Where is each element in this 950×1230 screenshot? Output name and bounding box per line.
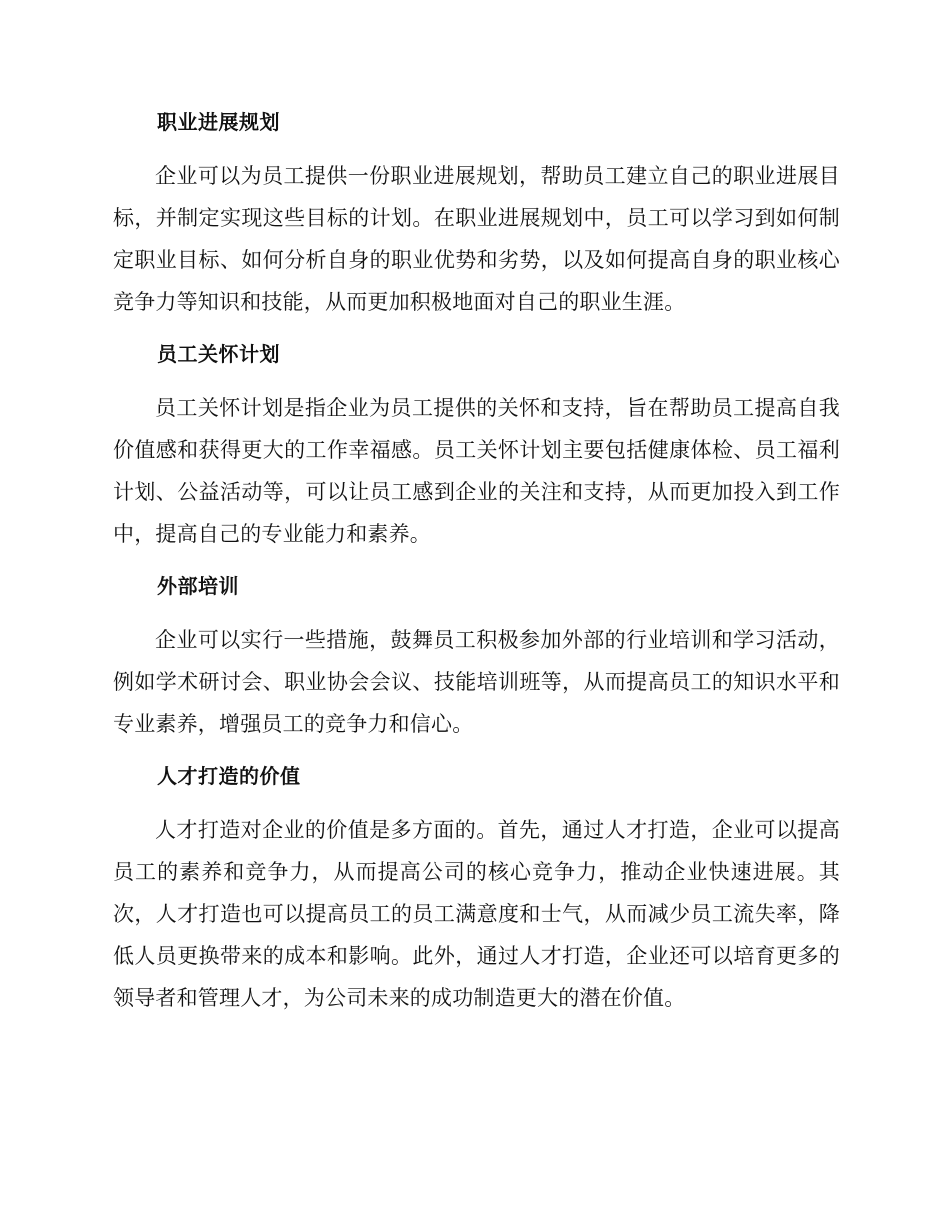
section-paragraph: 企业可以实行一些措施，鼓舞员工积极参加外部的行业培训和学习活动，例如学术研讨会、职业协会会议、技能培训班等，从而提高员工的知识水平和专业素养，增强员工的竞争力和信心。 <box>113 628 840 736</box>
section-paragraph: 员工关怀计划是指企业为员工提供的关怀和支持，旨在帮助员工提高自我价值感和获得更大的工作幸福感。员工关怀计划主要包括健康体检、员工福利计划、公益活动等，可以让员工感到企业的关注和支持，从而更加投入到工作中，提高自己的专业能力和素养。 <box>113 396 840 546</box>
section-heading: 外部培训 <box>157 574 239 598</box>
section-heading: 人才打造的价值 <box>157 764 301 788</box>
section-heading: 员工关怀计划 <box>157 342 280 366</box>
section-employee-care <box>113 340 840 555</box>
section-paragraph: 人才打造对企业的价值是多方面的。首先，通过人才打造，企业可以提高员工的素养和竞争力，从而提高公司的核心竞争力，推动企业快速进展。其次，人才打造也可以提高员工的员工满意度和士气，从而减少员工流失率，降低人员更换带来的成本和影响。此外，通过人才打造，企业还可以培育更多的领导者和管理人才，为公司未来的成功制造更大的潜在价值。 <box>113 818 840 1010</box>
section-talent-value <box>113 762 840 1019</box>
section-paragraph: 企业可以为员工提供一份职业进展规划，帮助员工建立自己的职业进展目标，并制定实现这些目标的计划。在职业进展规划中，员工可以学习到如何制定职业目标、如何分析自身的职业优势和劣势，以及如何提高自身的职业核心竞争力等知识和技能，从而更加积极地面对自己的职业生涯。 <box>113 164 840 314</box>
section-external-training <box>113 572 840 745</box>
section-heading: 职业进展规划 <box>157 110 280 134</box>
section-career-plan <box>113 108 840 323</box>
